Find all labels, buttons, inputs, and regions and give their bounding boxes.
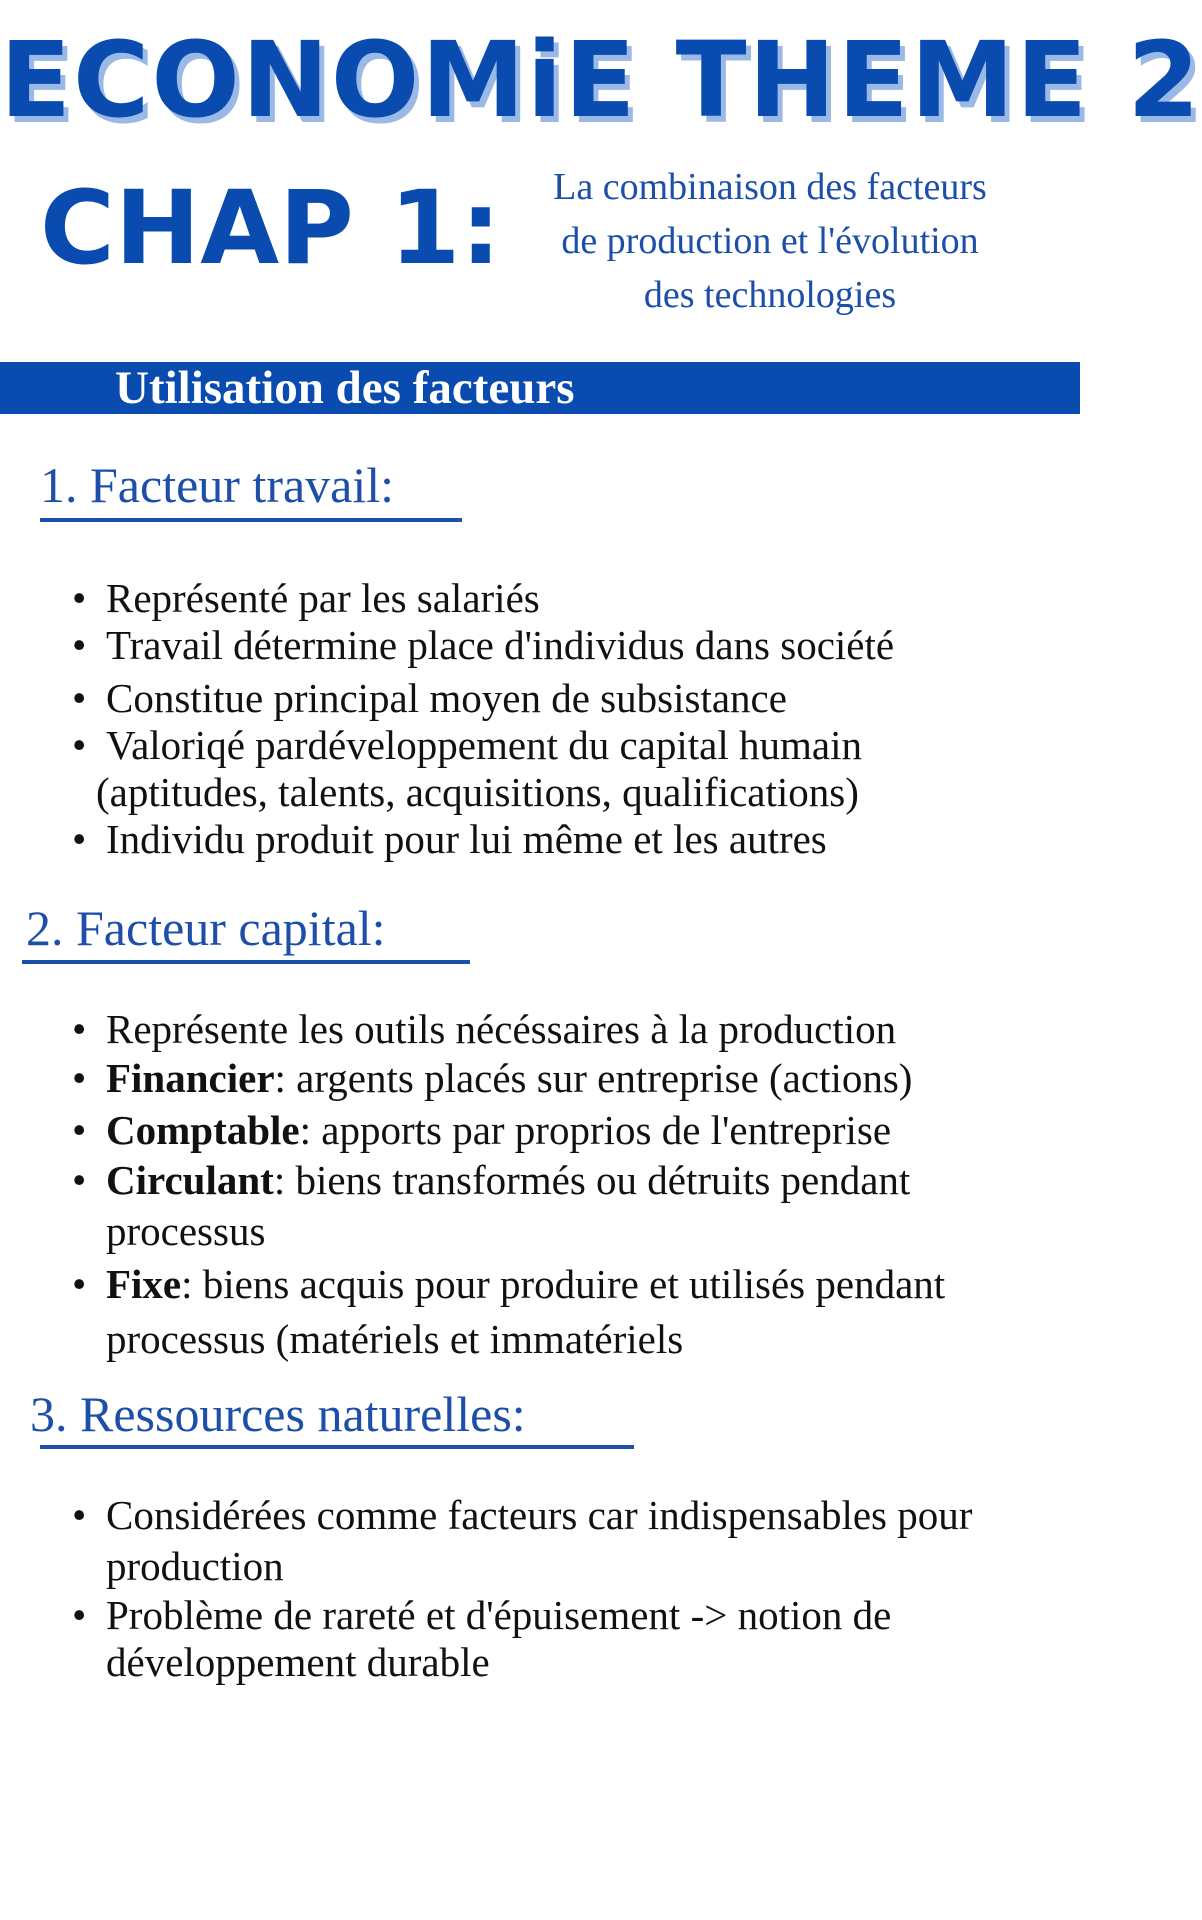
list-item: • Considérées comme facteurs car indispensables pour production bbox=[72, 1490, 1066, 1592]
bullet-list bbox=[72, 1005, 1078, 1367]
bullet-list bbox=[72, 575, 1072, 863]
banner-label: Utilisation des facteurs bbox=[115, 362, 575, 414]
list-item: • Individu produit pour lui même et les autres bbox=[72, 816, 1072, 863]
list-item: • Valoriqé pardéveloppement du capital humain bbox=[72, 722, 1072, 769]
section-banner bbox=[0, 362, 1080, 414]
chapter-subtitle bbox=[470, 160, 1070, 322]
list-item: • Fixe: biens acquis pour produire et utilisés pendant processus (matériels et immatériels bbox=[72, 1257, 986, 1367]
bullet-list bbox=[72, 1490, 1072, 1686]
page-title: ECONOMiE THEME 2 bbox=[0, 19, 1202, 141]
section-heading: 1. Facteur travail: bbox=[40, 457, 395, 513]
list-item: • Constitue principal moyen de subsistance bbox=[72, 675, 1072, 722]
list-item: • Travail détermine place d'individus dans société bbox=[72, 622, 1072, 669]
section-heading: 2. Facteur capital: bbox=[26, 900, 386, 956]
list-item: • Représente les outils nécéssaires à la production bbox=[72, 1005, 1078, 1054]
subtitle-line: La combinaison des facteurs bbox=[553, 166, 987, 208]
heading-underline bbox=[40, 518, 462, 522]
list-item: • Financier: argents placés sur entreprise (actions) bbox=[72, 1054, 1078, 1103]
chapter-label: CHAP 1: bbox=[40, 169, 502, 288]
subtitle-line: des technologies bbox=[643, 274, 897, 316]
list-item-continuation: (aptitudes, talents, acquisitions, qualifications) bbox=[96, 769, 859, 815]
section-heading: 3. Ressources naturelles: bbox=[30, 1386, 526, 1442]
subtitle-line: de production et l'évolution bbox=[561, 220, 979, 262]
heading-underline bbox=[22, 960, 470, 964]
list-item: • Comptable: apports par proprios de l'entreprise bbox=[72, 1106, 1078, 1155]
list-item: • Problème de rareté et d'épuisement -> notion de développement durable bbox=[72, 1592, 1072, 1686]
heading-underline bbox=[40, 1445, 634, 1449]
list-item: • Représenté par les salariés bbox=[72, 575, 1072, 622]
list-item: • Circulant: biens transformés ou détruits pendant processus bbox=[72, 1155, 1078, 1257]
